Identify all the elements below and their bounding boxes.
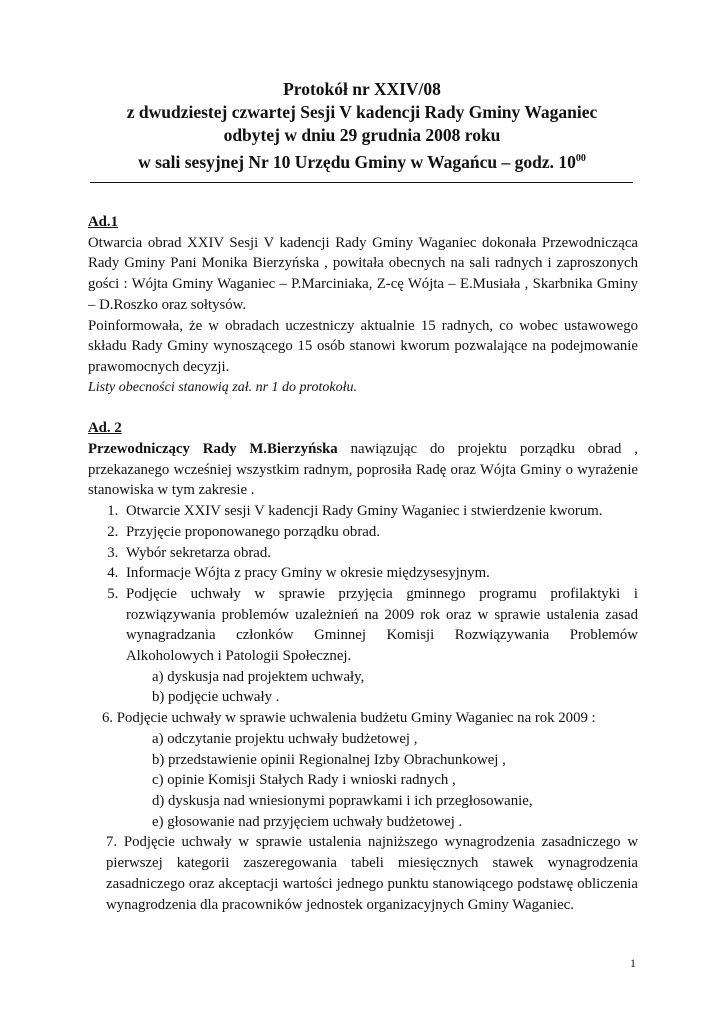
- agenda-subitem: c) opinie Komisji Stałych Rady i wnioski radnych ,: [152, 772, 456, 789]
- ad1-attendance-note: Listy obecności stanowią zał. nr 1 do protokołu.: [88, 379, 357, 395]
- agenda-item: 4. Informacje Wójta z pracy Gminy w okresie międzysesyjnym.: [122, 563, 638, 584]
- ad2-intro: [88, 439, 638, 501]
- title-divider: [90, 182, 633, 183]
- title-line-4-text: w sali sesyjnej Nr 10 Urzędu Gminy w Wagańcu – godz. 10: [138, 151, 576, 172]
- agenda-item-6: 6. Podjęcie uchwały w sprawie uchwalenia budżetu Gminy Waganiec na rok 2009 :: [102, 710, 596, 727]
- agenda-subitem: b) przedstawienie opinii Regionalnej Izby Obrachunkowej ,: [152, 751, 506, 768]
- section-heading-ad1: Ad.1: [88, 214, 119, 230]
- title-line-4: [60, 147, 664, 174]
- ad1-paragraph-opening: Otwarcia obrad XXIV Sesji V kadencji Rady Gminy Waganiec dokonała Przewodnicząca Rady Gminy Pani Monika Bierzyńska , powitała obecnych na sali radnych i zaproszonych gości : Wójta Gminy Waganiec – P.Marciniaka, Z-cę Wójta – E.Musiała , Skarbnika Gminy – D.Roszko oraz sołtysów.: [88, 234, 638, 313]
- section-heading-ad2: Ad. 2: [88, 420, 122, 437]
- agenda-subitem: a) dyskusja nad projektem uchwały,: [152, 668, 365, 685]
- agenda-subitem: a) odczytanie projektu uchwały budżetowej ,: [152, 730, 418, 747]
- agenda-item: 3. Wybór sekretarza obrad.: [122, 543, 638, 564]
- agenda-subitem: e) głosowanie nad przyjęciem uchwały budżetowej .: [152, 813, 463, 830]
- ad2-intro-chair: Przewodniczący Rady M.Bierzyńska: [88, 441, 338, 458]
- protocol-body: [88, 212, 638, 915]
- ad1-paragraph-quorum: Poinformowała, że w obradach uczestniczy aktualnie 15 radnych, co wobec ustawowego składu Rady Gminy wynoszącego 15 osób stanowi kworum pozwalające na podejmowanie prawomocnych decyzji.: [88, 317, 638, 375]
- agenda-item-7: 7. Podjęcie uchwały w sprawie ustalenia najniższego wynagrodzenia zasadniczego w pierwszej kategorii zaszeregowania tabeli miesięcznych stawek wynagrodzenia zasadniczego oraz akceptacji wartości jednego punktu stanowiącego podstawę obliczenia wynagrodzenia dla pracowników jednostek organizacyjnych Gminy Waganiec.: [106, 834, 638, 913]
- title-line-1: Protokół nr XXIV/08: [283, 79, 441, 99]
- agenda-subitem: d) dyskusja nad wniesionymi poprawkami i ich przegłosowanie,: [152, 792, 533, 809]
- title-line-3: odbytej w dniu 29 grudnia 2008 roku: [223, 125, 501, 145]
- page-number: 1: [630, 956, 636, 970]
- agenda-list: [88, 501, 638, 667]
- title-time-minutes: 00: [575, 153, 586, 164]
- ad2-intro-text: nawiązując do projektu porządku obrad , przekazanego wcześniej wszystkim radnym, poprosiła Radę oraz Wójta Gminy o wyrażenie stanowiska w tym zakresie .: [88, 441, 638, 499]
- agenda-item: 5. Podjęcie uchwały w sprawie przyjęcia gminnego programu profilaktyki i rozwiązywania problemów uzależnień na 2009 rok oraz w sprawie ustalenia zasad wynagradzania członków Gminnej Komisji Rozwiązywania Problemów Alkoholowych i Patologii Społecznej.: [122, 584, 638, 667]
- agenda-item: 1. Otwarcie XXIV sesji V kadencji Rady Gminy Waganiec i stwierdzenie kworum.: [122, 501, 638, 522]
- agenda-item: 2. Przyjęcie proponowanego porządku obrad.: [122, 522, 638, 543]
- protocol-title: [60, 78, 664, 174]
- title-line-2: z dwudziestej czwartej Sesji V kadencji Rady Gminy Waganiec: [126, 102, 598, 122]
- agenda-subitem: b) podjęcie uchwały .: [152, 689, 280, 706]
